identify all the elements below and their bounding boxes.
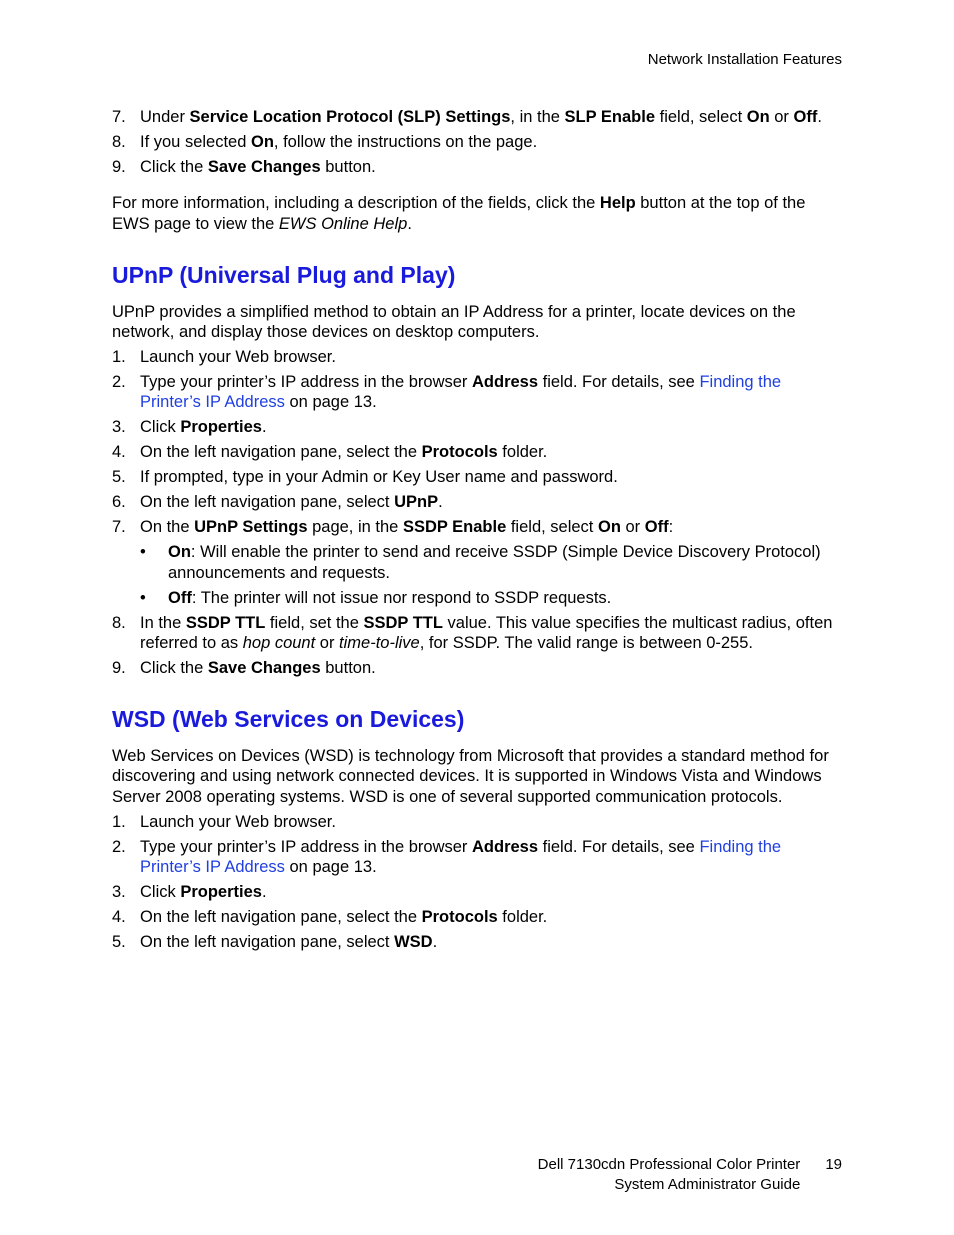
step-text xyxy=(140,107,842,127)
option-bullets xyxy=(140,542,842,608)
bullet-marker: • xyxy=(140,543,146,562)
text-run: On the left navigation pane, select the xyxy=(140,443,422,462)
step-number: 7. xyxy=(112,518,126,537)
step-item xyxy=(112,107,842,127)
step-text xyxy=(140,907,842,927)
text-run: field. For details, see xyxy=(538,837,700,856)
step-text xyxy=(140,517,842,608)
step-item xyxy=(112,467,842,487)
text-run: On the left navigation pane, select xyxy=(140,932,395,951)
section-title: Network Installation Features xyxy=(647,51,842,68)
bold-term: On xyxy=(597,518,621,537)
step-number: 4. xyxy=(112,443,126,462)
step-number: 8. xyxy=(112,613,126,632)
text-run: If you selected xyxy=(140,132,251,151)
step-item xyxy=(112,132,842,152)
step-item xyxy=(112,442,842,462)
step-number: 1. xyxy=(112,348,126,367)
bold-term: SSDP TTL xyxy=(185,613,266,632)
text-run: . xyxy=(407,214,412,233)
text-run: . xyxy=(432,932,438,951)
step-number: 2. xyxy=(112,837,126,856)
text-run: or xyxy=(769,108,794,126)
step-item xyxy=(112,372,842,413)
bullet-text xyxy=(168,588,842,608)
cross-reference-link[interactable]: Finding the Printer’s IP Address xyxy=(140,837,782,877)
upnp-heading: UPnP (Universal Plug and Play) xyxy=(112,261,456,288)
footer-product-name: Dell 7130cdn Professional Color Printer xyxy=(537,1156,801,1173)
step-text xyxy=(140,417,842,437)
text-run: For more information, including a description of the fields, click the xyxy=(112,194,600,213)
text-run: button. xyxy=(320,658,376,677)
text-run: On the left navigation pane, select the xyxy=(140,908,422,926)
step-item xyxy=(112,613,842,654)
text-run: on page 13. xyxy=(284,858,377,877)
step-item xyxy=(112,492,842,512)
step-number: 9. xyxy=(112,658,126,677)
text-run: In the xyxy=(140,613,186,632)
text-run: Type your printer’s IP address in the browser xyxy=(140,373,472,392)
step-item xyxy=(112,417,842,437)
step-number: 8. xyxy=(112,132,126,151)
step-text xyxy=(140,442,842,462)
step-item xyxy=(112,837,842,878)
bullet-text xyxy=(168,542,842,583)
text-run: Launch your Web browser. xyxy=(140,348,336,367)
footer-guide-name: System Administrator Guide xyxy=(614,1176,801,1193)
text-run: Click the xyxy=(140,157,208,176)
page-header xyxy=(648,51,842,69)
step-number: 2. xyxy=(112,373,126,392)
text-run: or xyxy=(620,518,645,537)
step-number: 3. xyxy=(112,418,126,437)
wsd-heading: WSD (Web Services on Devices) xyxy=(112,706,465,733)
text-run: If prompted, type in your Admin or Key User name and password. xyxy=(140,468,618,487)
text-run: button at the top of the EWS page to view the xyxy=(112,194,806,233)
step-text xyxy=(140,157,842,177)
text-run: folder. xyxy=(497,908,548,926)
step-number: 5. xyxy=(112,468,126,487)
step-text xyxy=(140,613,842,654)
text-run: . xyxy=(261,418,267,437)
step-text xyxy=(140,372,842,413)
upnp-intro: UPnP provides a simplified method to obtain an IP Address for a printer, locate devices on the network, and display those devices on desktop computers. xyxy=(112,302,796,342)
bold-term: UPnP Settings xyxy=(194,518,308,537)
bold-term: Save Changes xyxy=(207,658,321,677)
upnp-steps xyxy=(112,347,842,678)
step-item xyxy=(112,157,842,177)
text-run: button. xyxy=(320,157,376,176)
text-run: , in the xyxy=(510,108,565,126)
italic-term: EWS Online Help xyxy=(278,214,408,233)
step-item xyxy=(112,907,842,927)
text-run: . xyxy=(817,108,822,126)
bold-term: Properties xyxy=(180,418,262,437)
bold-term: On xyxy=(168,543,191,562)
text-run: folder. xyxy=(497,443,548,462)
text-run: , follow the instructions on the page. xyxy=(273,132,538,151)
wsd-steps xyxy=(112,812,842,953)
text-run: field. For details, see xyxy=(538,373,700,392)
bold-term: UPnP xyxy=(394,493,439,512)
text-run: field, select xyxy=(655,108,747,126)
text-run: or xyxy=(315,633,340,652)
bold-term: SLP Enable xyxy=(564,108,656,126)
step-text xyxy=(140,467,842,487)
cross-reference-link[interactable]: Finding the Printer’s IP Address xyxy=(140,373,782,412)
step-number: 3. xyxy=(112,883,126,902)
text-run: On the left navigation pane, select xyxy=(140,493,395,512)
text-run: on page 13. xyxy=(284,393,377,412)
text-run: Launch your Web browser. xyxy=(140,812,336,831)
bullet-marker: • xyxy=(140,588,146,607)
text-run: Type your printer’s IP address in the browser xyxy=(140,837,472,856)
text-run: field, set the xyxy=(265,613,364,632)
bold-term: Protocols xyxy=(421,443,498,462)
step-number: 4. xyxy=(112,908,126,926)
slp-steps xyxy=(112,107,842,177)
bold-term: Off xyxy=(793,108,818,126)
page-number: 19 xyxy=(825,1156,842,1173)
step-text xyxy=(140,658,842,678)
text-run: . xyxy=(261,883,267,902)
bullet-item xyxy=(140,542,842,583)
step-item xyxy=(112,347,842,367)
step-item xyxy=(112,882,842,902)
step-text xyxy=(140,492,842,512)
bold-term: Off xyxy=(168,588,192,607)
bullet-item xyxy=(140,588,842,608)
bold-term: SSDP TTL xyxy=(363,613,443,632)
text-run: page, in the xyxy=(307,518,403,537)
step-text xyxy=(140,812,842,832)
step-text xyxy=(140,132,842,152)
text-run: : xyxy=(668,518,674,537)
step-item xyxy=(112,932,842,952)
italic-term: time-to-live xyxy=(339,633,420,652)
page-footer xyxy=(538,1155,842,1195)
slp-help-note xyxy=(112,193,842,234)
text-run: On the xyxy=(140,518,195,537)
step-item xyxy=(112,658,842,678)
step-text xyxy=(140,882,842,902)
step-number: 7. xyxy=(112,108,126,126)
bold-term: Protocols xyxy=(421,908,498,926)
bold-term: SSDP Enable xyxy=(402,518,507,537)
bold-term: Address xyxy=(472,837,539,856)
page-content xyxy=(112,107,842,952)
step-text xyxy=(140,932,842,952)
bold-term: Help xyxy=(599,194,636,213)
wsd-intro: Web Services on Devices (WSD) is technology from Microsoft that provides a standard method for discovering and using network connected devices. It is supported in Windows Vista and Windows Server 2008 operating systems. WSD is one of several supported communication protocols. xyxy=(112,747,829,806)
text-run: Click xyxy=(140,883,181,902)
bold-term: WSD xyxy=(394,932,433,951)
bold-term: Address xyxy=(472,373,539,392)
step-item xyxy=(112,517,842,608)
bold-term: Properties xyxy=(180,883,262,902)
bold-term: Service Location Protocol (SLP) Settings xyxy=(189,108,511,126)
bold-term: Save Changes xyxy=(207,157,321,176)
step-number: 1. xyxy=(112,812,126,831)
text-run: . xyxy=(438,493,443,512)
text-run: Click the xyxy=(140,658,208,677)
bold-term: On xyxy=(746,108,770,126)
text-run: : The printer will not issue nor respond to SSDP requests. xyxy=(191,588,612,607)
step-number: 9. xyxy=(112,157,126,176)
text-run: , for SSDP. The valid range is between 0-255. xyxy=(419,633,753,652)
bold-term: On xyxy=(250,132,274,151)
step-number: 5. xyxy=(112,932,126,951)
step-number: 6. xyxy=(112,493,126,512)
text-run: field, select xyxy=(506,518,598,537)
text-run: Under xyxy=(140,108,190,126)
step-text xyxy=(140,347,842,367)
text-run: Click xyxy=(140,418,181,437)
text-run: value. This value specifies the multicast radius, often referred to as xyxy=(140,613,833,652)
step-text xyxy=(140,837,842,878)
italic-term: hop count xyxy=(242,633,316,652)
text-run: : Will enable the printer to send and receive SSDP (Simple Device Discovery Protocol) announcements and requests. xyxy=(168,543,821,582)
bold-term: Off xyxy=(644,518,669,537)
step-item xyxy=(112,812,842,832)
